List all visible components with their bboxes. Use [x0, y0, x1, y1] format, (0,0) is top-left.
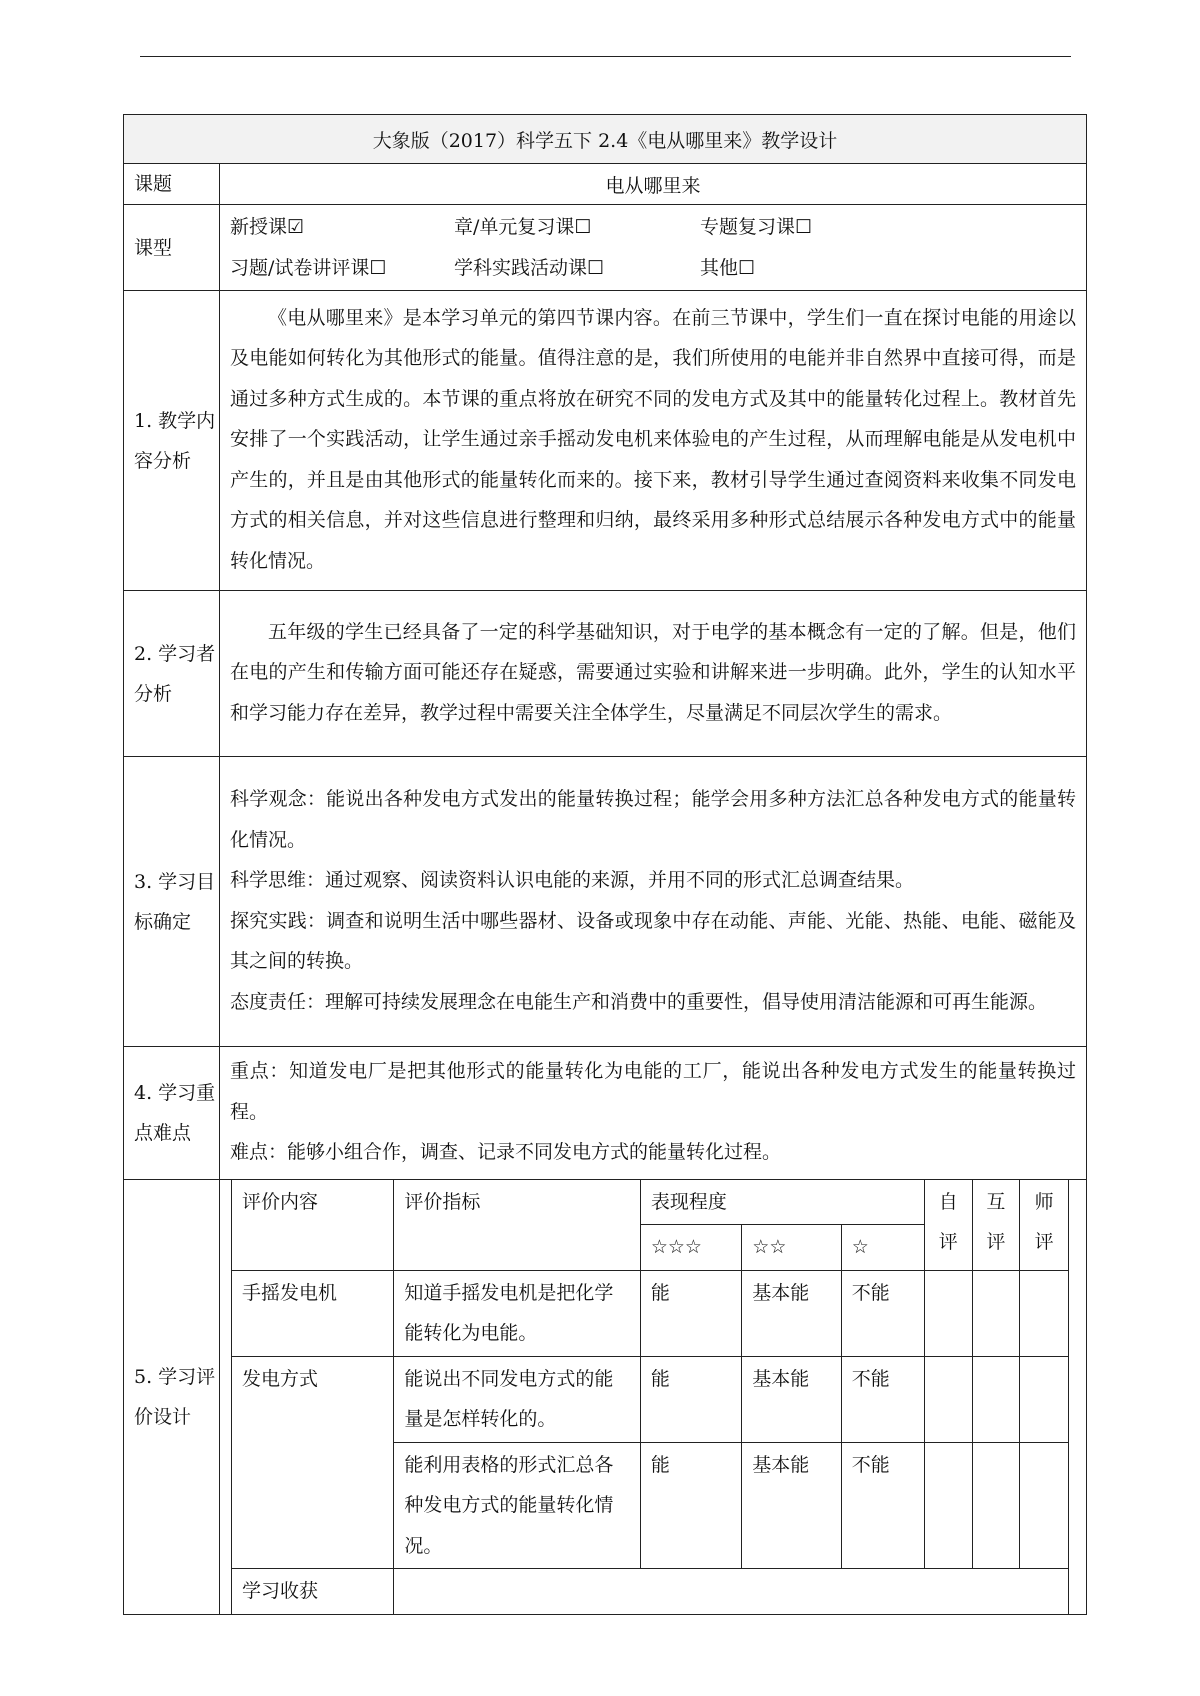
header-indicator: 评价指标 — [394, 1180, 641, 1271]
option-other: 其他☐ — [700, 256, 756, 279]
section5-label-line2: 价设计 — [134, 1405, 192, 1428]
section1-text: 《电从哪里来》是本学习单元的第四节课内容。在前三节课中，学生们一直在探讨电能的用途以及电能如何转化为其他形式的能量。值得注意的是，我们所使用的电能并非自然界中直接可得，而是通过多种方式生成的。本节课的重点将放在研究不同的发电方式及其中的能量转化过程上。教材首先安排了一个实践活动，让学生通过亲手摇动发电机来体验电的产生过程，从而理解电能是从发电机中产生的，并且是由其他形式的能量转化而来的。接下来，教材引导学生通过查阅资料来收集不同发电方式的相关信息，并对这些信息进行整理和归纳，最终采用多种形式总结展示各种发电方式中的能量转化情况。 — [230, 306, 1076, 572]
harvest-value — [394, 1569, 1069, 1614]
eval-peer-cell — [972, 1270, 1020, 1356]
header-self-1: 自 — [938, 1190, 958, 1213]
eval-content-generator: 手摇发电机 — [232, 1270, 394, 1356]
lesson-type-row — [124, 205, 1087, 291]
eval-level2: 基本能 — [742, 1356, 841, 1442]
option-exercise-review: 习题/试卷讲评课☐ — [230, 256, 387, 279]
eval-indicator-summary: 能利用表格的形式汇总各种发电方式的能量转化情况。 — [394, 1442, 641, 1569]
eval-self-cell — [924, 1270, 972, 1356]
eval-indicator-generator: 知道手摇发电机是把化学能转化为电能。 — [394, 1270, 641, 1356]
harvest-label: 学习收获 — [232, 1569, 394, 1614]
lesson-plan-table — [123, 114, 1087, 1615]
lesson-type-options-row2 — [220, 248, 1086, 289]
section1-content — [220, 291, 1087, 591]
option-new-lesson: 新授课☑ — [230, 215, 305, 238]
header-peer-eval — [972, 1180, 1020, 1271]
section5-row — [124, 1179, 1087, 1614]
lesson-type-options — [220, 205, 1087, 291]
section1-row — [124, 291, 1087, 591]
eval-self-cell — [924, 1356, 972, 1442]
section2-label-line2: 分析 — [134, 682, 173, 705]
goal-thinking: 科学思维：通过观察、阅读资料认识电能的来源，并用不同的形式汇总调查结果。 — [230, 869, 915, 891]
header-level: 表现程度 — [640, 1180, 924, 1225]
eval-teacher-cell — [1020, 1442, 1069, 1569]
section3-label — [124, 757, 220, 1047]
header-content: 评价内容 — [232, 1180, 394, 1271]
eval-header-row — [232, 1180, 1069, 1225]
eval-level3: 能 — [640, 1270, 741, 1356]
eval-row-generator — [232, 1270, 1069, 1356]
eval-peer-cell — [972, 1356, 1020, 1442]
eval-teacher-cell — [1020, 1270, 1069, 1356]
option-topic-review: 专题复习课☐ — [700, 215, 813, 238]
title-row — [124, 115, 1087, 164]
section2-label-line1: 2. 学习者 — [134, 642, 216, 665]
section4-row — [124, 1047, 1087, 1180]
eval-level1: 不能 — [841, 1442, 924, 1569]
topic-label: 课题 — [124, 164, 220, 205]
goal-concept: 科学观念：能说出各种发电方式发出的能量转换过程；能学会用多种方法汇总各种发电方式的能量转化情况。 — [230, 788, 1076, 851]
eval-content-methods: 发电方式 — [232, 1356, 394, 1569]
difficult-point: 难点：能够小组合作，调查、记录不同发电方式的能量转化过程。 — [230, 1141, 782, 1163]
section3-row — [124, 757, 1087, 1047]
header-peer-2: 评 — [986, 1230, 1006, 1253]
header-teacher-2: 评 — [1034, 1230, 1054, 1253]
topic-value: 电从哪里来 — [220, 164, 1087, 205]
eval-level3: 能 — [640, 1442, 741, 1569]
document-title: 大象版（2017）科学五下 2.4《电从哪里来》教学设计 — [124, 115, 1087, 164]
section3-content — [220, 757, 1087, 1047]
section1-label-line1: 1. 教学内 — [134, 409, 216, 432]
section2-label — [124, 591, 220, 757]
topic-row — [124, 164, 1087, 205]
eval-level2: 基本能 — [742, 1442, 841, 1569]
eval-self-cell — [924, 1442, 972, 1569]
section4-label-line2: 点难点 — [134, 1121, 192, 1144]
section5-label — [124, 1179, 220, 1614]
option-unit-review: 章/单元复习课☐ — [454, 215, 592, 238]
header-peer-1: 互 — [986, 1190, 1006, 1213]
option-practice-activity: 学科实践活动课☐ — [454, 256, 605, 279]
evaluation-table — [231, 1180, 1069, 1614]
header-stars-2: ☆☆ — [742, 1225, 841, 1271]
section3-label-line1: 3. 学习目 — [134, 870, 216, 893]
section2-text: 五年级的学生已经具备了一定的科学基础知识，对于电学的基本概念有一定的了解。但是，他们在电的产生和传输方面可能还存在疑惑，需要通过实验和讲解来进一步明确。此外，学生的认知水平和学习能力存在差异，教学过程中需要关注全体学生，尽量满足不同层次学生的需求。 — [230, 620, 1076, 724]
header-rule — [140, 56, 1071, 57]
section1-label-line2: 容分析 — [134, 449, 192, 472]
eval-level1: 不能 — [841, 1356, 924, 1442]
header-teacher-eval — [1020, 1180, 1069, 1271]
eval-level2: 基本能 — [742, 1270, 841, 1356]
section4-content — [220, 1047, 1087, 1180]
section5-content — [220, 1179, 1087, 1614]
goal-inquiry: 探究实践：调查和说明生活中哪些器材、设备或现象中存在动能、声能、光能、热能、电能、磁能及其之间的转换。 — [230, 909, 1076, 972]
section5-label-line1: 5. 学习评 — [134, 1365, 216, 1388]
eval-level3: 能 — [640, 1356, 741, 1442]
eval-teacher-cell — [1020, 1356, 1069, 1442]
header-self-eval — [924, 1180, 972, 1271]
header-stars-3: ☆☆☆ — [640, 1225, 741, 1271]
section4-label — [124, 1047, 220, 1180]
section2-row — [124, 591, 1087, 757]
eval-row-harvest — [232, 1569, 1069, 1614]
eval-indicator-methods: 能说出不同发电方式的能量是怎样转化的。 — [394, 1356, 641, 1442]
eval-level1: 不能 — [841, 1270, 924, 1356]
key-point: 重点：知道发电厂是把其他形式的能量转化为电能的工厂，能说出各种发电方式发生的能量转换过程。 — [230, 1060, 1076, 1123]
lesson-type-label: 课型 — [124, 205, 220, 291]
header-teacher-1: 师 — [1034, 1190, 1054, 1213]
section1-label — [124, 291, 220, 591]
section4-label-line1: 4. 学习重 — [134, 1081, 216, 1104]
goal-attitude: 态度责任：理解可持续发展理念在电能生产和消费中的重要性，倡导使用清洁能源和可再生能源。 — [230, 990, 1048, 1013]
eval-row-methods — [232, 1356, 1069, 1442]
section3-label-line2: 标确定 — [134, 910, 192, 933]
section2-content — [220, 591, 1087, 757]
header-stars-1: ☆ — [841, 1225, 924, 1271]
lesson-type-options-row1 — [220, 207, 1086, 248]
header-self-2: 评 — [938, 1230, 958, 1253]
eval-peer-cell — [972, 1442, 1020, 1569]
